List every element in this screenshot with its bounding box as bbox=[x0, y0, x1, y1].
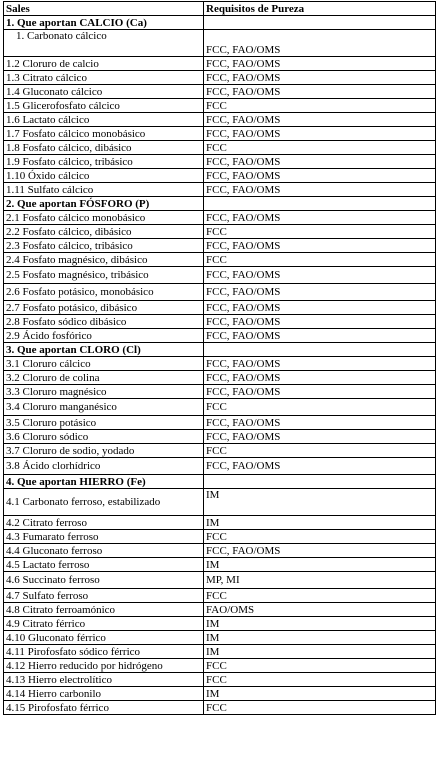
purity-requirement-cell: FCC, FAO/OMS bbox=[204, 430, 436, 444]
salt-name-cell: 1.4 Gluconato cálcico bbox=[4, 85, 204, 99]
table-row bbox=[4, 416, 436, 430]
table-row bbox=[4, 71, 436, 85]
purity-requirement-cell: FCC, FAO/OMS bbox=[204, 544, 436, 558]
table-row bbox=[4, 99, 436, 113]
section-empty-cell bbox=[204, 343, 436, 357]
table-body bbox=[4, 2, 436, 715]
purity-requirement-cell: FCC bbox=[204, 530, 436, 544]
table-row bbox=[4, 530, 436, 544]
salt-name-cell bbox=[4, 30, 204, 57]
table-row bbox=[4, 169, 436, 183]
purity-requirement-cell: FCC bbox=[204, 589, 436, 603]
purity-requirement-cell: FCC, FAO/OMS bbox=[204, 371, 436, 385]
salt-name-cell: 2.1 Fosfato cálcico monobásico bbox=[4, 211, 204, 225]
table-row bbox=[4, 544, 436, 558]
salt-name-cell: 4.9 Citrato férrico bbox=[4, 617, 204, 631]
section-title: 1. Que aportan CALCIO (Ca) bbox=[4, 16, 204, 30]
purity-requirement-cell: FCC bbox=[204, 253, 436, 267]
purity-requirement-cell: IM bbox=[204, 631, 436, 645]
purity-requirement-cell: FCC, FAO/OMS bbox=[204, 169, 436, 183]
purity-requirement-cell: FCC, FAO/OMS bbox=[204, 183, 436, 197]
purity-requirement-cell: IM bbox=[204, 558, 436, 572]
table-row bbox=[4, 315, 436, 329]
table-row bbox=[4, 57, 436, 71]
table-row bbox=[4, 357, 436, 371]
salt-name-cell: 2.8 Fosfato sódico dibásico bbox=[4, 315, 204, 329]
section-title: 4. Que aportan HIERRO (Fe) bbox=[4, 475, 204, 489]
section-empty-cell bbox=[204, 16, 436, 30]
purity-requirement-cell: FCC bbox=[204, 99, 436, 113]
table-row bbox=[4, 239, 436, 253]
salt-name-cell: 2.3 Fosfato cálcico, tribásico bbox=[4, 239, 204, 253]
salt-name-cell: 4.7 Sulfato ferroso bbox=[4, 589, 204, 603]
salt-name-cell: 3.1 Cloruro cálcico bbox=[4, 357, 204, 371]
salt-name-cell: 4.13 Hierro electrolítico bbox=[4, 673, 204, 687]
table-row bbox=[4, 225, 436, 239]
table-row bbox=[4, 516, 436, 530]
table-row bbox=[4, 141, 436, 155]
purity-requirement-cell: FCC, FAO/OMS bbox=[204, 284, 436, 301]
salt-name-cell: 3.7 Cloruro de sodio, yodado bbox=[4, 444, 204, 458]
purity-requirement-cell: FCC, FAO/OMS bbox=[204, 113, 436, 127]
salt-name-cell: 2.2 Fosfato cálcico, dibásico bbox=[4, 225, 204, 239]
salt-name-cell: 2.7 Fosfato potásico, dibásico bbox=[4, 301, 204, 315]
section-header-row bbox=[4, 343, 436, 357]
purity-requirement-cell: MP, MI bbox=[204, 572, 436, 589]
purity-requirement-cell: FCC bbox=[204, 225, 436, 239]
salt-name-cell: 4.2 Citrato ferroso bbox=[4, 516, 204, 530]
salt-name-cell: 3.8 Ácido clorhídrico bbox=[4, 458, 204, 475]
salt-name-cell: 1.5 Glicerofosfato cálcico bbox=[4, 99, 204, 113]
table-row bbox=[4, 85, 436, 99]
purity-requirement-cell: IM bbox=[204, 687, 436, 701]
purity-requirement-cell: FCC bbox=[204, 701, 436, 715]
table-row bbox=[4, 211, 436, 225]
purity-requirement-cell: FCC, FAO/OMS bbox=[204, 239, 436, 253]
salt-name: 1. Carbonato cálcico bbox=[16, 30, 107, 42]
purity-requirement-cell: FCC, FAO/OMS bbox=[204, 385, 436, 399]
table-row bbox=[4, 385, 436, 399]
table-row bbox=[4, 489, 436, 516]
table-row bbox=[4, 631, 436, 645]
section-header-row bbox=[4, 197, 436, 211]
purity-requirement-cell: IM bbox=[204, 645, 436, 659]
purity-requirement-cell: FCC, FAO/OMS bbox=[204, 301, 436, 315]
section-title: 3. Que aportan CLORO (Cl) bbox=[4, 343, 204, 357]
purity-requirement-cell: FCC, FAO/OMS bbox=[204, 57, 436, 71]
purity-requirement-cell: FCC, FAO/OMS bbox=[204, 30, 436, 57]
purity-requirement-cell: FCC, FAO/OMS bbox=[204, 315, 436, 329]
section-header-row bbox=[4, 16, 436, 30]
header-sales: Sales bbox=[4, 2, 204, 16]
salt-name-cell: 3.3 Cloruro magnésico bbox=[4, 385, 204, 399]
salt-name-cell: 4.5 Lactato ferroso bbox=[4, 558, 204, 572]
purity-requirement-cell: FCC, FAO/OMS bbox=[204, 85, 436, 99]
purity-requirement-cell: FCC, FAO/OMS bbox=[204, 416, 436, 430]
salt-name-cell: 4.3 Fumarato ferroso bbox=[4, 530, 204, 544]
section-empty-cell bbox=[204, 475, 436, 489]
section-title: 2. Que aportan FÓSFORO (P) bbox=[4, 197, 204, 211]
salt-name-cell: 4.14 Hierro carbonilo bbox=[4, 687, 204, 701]
table-row bbox=[4, 301, 436, 315]
salts-document bbox=[3, 1, 435, 715]
purity-requirement-cell: FCC bbox=[204, 444, 436, 458]
table-row bbox=[4, 30, 436, 57]
salt-name-cell: 3.2 Cloruro de colina bbox=[4, 371, 204, 385]
purity-requirement-cell: FCC, FAO/OMS bbox=[204, 267, 436, 284]
salt-name-cell: 2.4 Fosfato magnésico, dibásico bbox=[4, 253, 204, 267]
salt-name-cell: 2.6 Fosfato potásico, monobásico bbox=[4, 284, 204, 301]
salt-name-cell: 4.15 Pirofosfato férrico bbox=[4, 701, 204, 715]
salt-name-cell: 2.9 Ácido fosfórico bbox=[4, 329, 204, 343]
table-row bbox=[4, 127, 436, 141]
table-row bbox=[4, 458, 436, 475]
table-row bbox=[4, 673, 436, 687]
salt-name-cell: 4.12 Hierro reducido por hidrógeno bbox=[4, 659, 204, 673]
table-row bbox=[4, 371, 436, 385]
purity-requirement-cell: IM bbox=[204, 489, 436, 516]
table-row bbox=[4, 329, 436, 343]
table-row bbox=[4, 444, 436, 458]
salt-name-cell: 1.3 Citrato cálcico bbox=[4, 71, 204, 85]
purity-requirement-cell: FCC bbox=[204, 141, 436, 155]
salt-name-cell: 3.5 Cloruro potásico bbox=[4, 416, 204, 430]
salt-name-cell: 4.4 Gluconato ferroso bbox=[4, 544, 204, 558]
table-row bbox=[4, 113, 436, 127]
salts-purity-table bbox=[3, 1, 436, 715]
table-row bbox=[4, 399, 436, 416]
salt-name-cell: 4.1 Carbonato ferroso, estabilizado bbox=[4, 489, 204, 516]
table-row bbox=[4, 617, 436, 631]
header-purity-requirements: Requisitos de Pureza bbox=[204, 2, 436, 16]
purity-requirement-cell: FCC bbox=[204, 399, 436, 416]
table-row bbox=[4, 687, 436, 701]
purity-requirement-cell: FCC, FAO/OMS bbox=[204, 155, 436, 169]
table-row bbox=[4, 155, 436, 169]
salt-name-cell: 1.9 Fosfato cálcico, tribásico bbox=[4, 155, 204, 169]
purity-requirement-cell: FCC, FAO/OMS bbox=[204, 357, 436, 371]
table-header-row bbox=[4, 2, 436, 16]
salt-name-cell: 2.5 Fosfato magnésico, tribásico bbox=[4, 267, 204, 284]
table-row bbox=[4, 284, 436, 301]
table-row bbox=[4, 267, 436, 284]
section-header-row bbox=[4, 475, 436, 489]
table-row bbox=[4, 253, 436, 267]
salt-name-cell: 4.10 Gluconato férrico bbox=[4, 631, 204, 645]
salt-name-cell: 1.2 Cloruro de calcio bbox=[4, 57, 204, 71]
salt-name-cell: 1.10 Óxido cálcico bbox=[4, 169, 204, 183]
salt-name-cell: 4.6 Succinato ferroso bbox=[4, 572, 204, 589]
purity-requirement-cell: FCC, FAO/OMS bbox=[204, 329, 436, 343]
purity-requirement-cell: IM bbox=[204, 516, 436, 530]
table-row bbox=[4, 701, 436, 715]
section-empty-cell bbox=[204, 197, 436, 211]
table-row bbox=[4, 659, 436, 673]
table-row bbox=[4, 183, 436, 197]
purity-requirement-cell: FCC, FAO/OMS bbox=[204, 458, 436, 475]
table-row bbox=[4, 572, 436, 589]
purity-requirement-cell: FCC, FAO/OMS bbox=[204, 211, 436, 225]
purity-requirement-cell: FCC, FAO/OMS bbox=[204, 127, 436, 141]
purity-requirement-cell: FCC bbox=[204, 659, 436, 673]
salt-name-cell: 3.6 Cloruro sódico bbox=[4, 430, 204, 444]
salt-name-cell: 4.11 Pirofosfato sódico férrico bbox=[4, 645, 204, 659]
salt-name-cell: 4.8 Citrato ferroamónico bbox=[4, 603, 204, 617]
salt-name-cell: 1.8 Fosfato cálcico, dibásico bbox=[4, 141, 204, 155]
purity-requirement-cell: FCC bbox=[204, 673, 436, 687]
purity-requirement-cell: IM bbox=[204, 617, 436, 631]
salt-name-cell: 1.11 Sulfato cálcico bbox=[4, 183, 204, 197]
salt-name-cell: 3.4 Cloruro manganésico bbox=[4, 399, 204, 416]
table-row bbox=[4, 603, 436, 617]
table-row bbox=[4, 430, 436, 444]
table-row bbox=[4, 558, 436, 572]
salt-name-cell: 1.7 Fosfato cálcico monobásico bbox=[4, 127, 204, 141]
salt-name-cell: 1.6 Lactato cálcico bbox=[4, 113, 204, 127]
purity-requirement-cell: FCC, FAO/OMS bbox=[204, 71, 436, 85]
purity-requirement-cell: FAO/OMS bbox=[204, 603, 436, 617]
table-row bbox=[4, 589, 436, 603]
table-row bbox=[4, 645, 436, 659]
